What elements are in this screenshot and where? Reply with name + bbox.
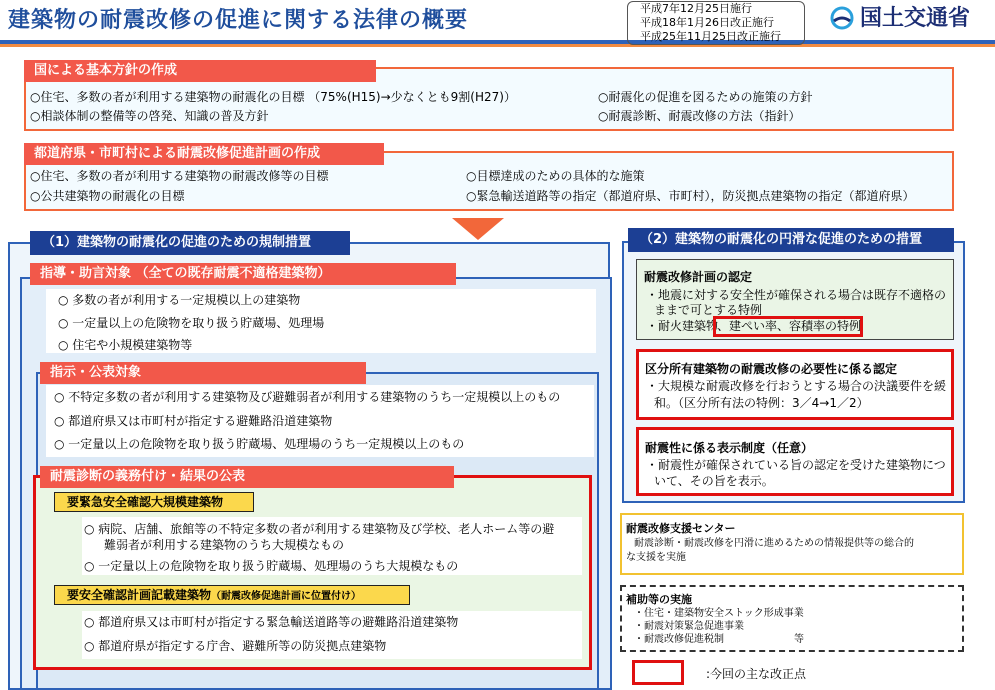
legend-label: :今回の主な改正点: [706, 667, 807, 681]
subsidy-line: ・住宅・建築物安全ストック形成事業: [634, 608, 804, 619]
guidance-item: ○ 住宅や小規模建築物等: [58, 338, 193, 352]
basic-policy-item: ○耐震診断、耐震改修の方法（指針）: [598, 109, 801, 123]
support-center-title: 耐震改修支援センター: [626, 522, 736, 535]
date-line: 平成18年1月26日改正施行: [640, 16, 774, 29]
condo-line: 和。（区分所有法の特例：3／4→1／2）: [654, 396, 869, 410]
page-title: 建築物の耐震改修の促進に関する法律の概要: [8, 8, 469, 33]
plan-building-item: ○ 都道府県が指定する庁舎、避難所等の防災拠点建築物: [84, 639, 387, 653]
plan-cert-title: 耐震改修計画の認定: [644, 270, 753, 284]
local-plan-item: ○住宅、多数の者が利用する建築物の耐震改修等の目標: [30, 169, 329, 183]
subsidy-title: 補助等の実施: [626, 593, 692, 606]
plan-building-tag-note: （耐震改修促進計画に位置付け）: [211, 591, 362, 602]
large-building-item: 難弱者が利用する建築物のうち大規模なもの: [104, 538, 345, 552]
instruction-item: ○ 都道府県又は市町村が指定する避難路沿道建築物: [54, 414, 333, 428]
condo-line: ・大規模な耐震改修を行おうとする場合の決議要件を緩: [646, 379, 947, 393]
local-plan-heading: 都道府県・市町村による耐震改修促進計画の作成: [24, 143, 384, 165]
instruction-item: ○ 不特定多数の者が利用する建築物及び避難弱者が利用する建築物のうち一定規模以上のもの: [54, 390, 561, 404]
guidance-heading: 指導・助言対象 （全ての既存耐震不適格建築物）: [30, 263, 456, 285]
large-building-item: ○ 一定量以上の危険物を取り扱う貯蔵場、処理場のうち大規模なもの: [84, 559, 459, 573]
ministry-logo-icon: [830, 6, 854, 30]
subsidy-line: ・耐震対策緊急促進事業: [634, 621, 744, 632]
support-center-line: 耐震診断・耐震改修を円滑に進めるための情報提供等の総合的: [634, 538, 914, 549]
condo-title: 区分所有建築物の耐震改修の必要性に係る認定: [645, 362, 898, 376]
large-building-tag: 要緊急安全確認大規模建築物: [54, 492, 254, 512]
title-underline-accent: [0, 44, 995, 47]
local-plan-item: ○公共建築物の耐震化の目標: [30, 189, 185, 203]
regulation-heading: （1）建築物の耐震化の促進のための規制措置: [30, 231, 350, 255]
basic-policy-item: ○耐震化の促進を図るための施策の方針: [598, 90, 813, 104]
smooth-heading: （2）建築物の耐震化の円滑な促進のための措置: [628, 228, 954, 252]
display-title: 耐震性に係る表示制度（任意）: [645, 441, 814, 455]
plan-building-item: ○ 都道府県又は市町村が指定する緊急輸送道路等の避難路沿道建築物: [84, 615, 459, 629]
support-center-line: な支援を実施: [626, 552, 686, 563]
enforcement-dates: [627, 1, 805, 45]
plan-building-tag: [54, 585, 410, 605]
display-line: いて、その旨を表示。: [654, 474, 774, 488]
subsidy-line: ・耐震改修促進税制: [634, 634, 724, 645]
guidance-item: ○ 一定量以上の危険物を取り扱う貯蔵場、処理場: [58, 316, 325, 330]
basic-policy-item: ○住宅、多数の者が利用する建築物の耐震化の目標 （75%(H15)→少なくとも9割(H27)）: [30, 90, 516, 104]
date-line: 平成7年12月25日施行: [640, 2, 752, 15]
subsidy-etc: 等: [794, 634, 804, 645]
basic-policy-item: ○相談体制の整備等の啓発、知識の普及方針: [30, 109, 269, 123]
plan-building-tag-label: 要安全確認計画記載建築物: [67, 588, 212, 602]
mandatory-heading: 耐震診断の義務付け・結果の公表: [40, 466, 454, 488]
local-plan-item: ○緊急輸送道路等の指定（都道府県、市町村），防災拠点建築物の指定（都道府県）: [466, 189, 915, 203]
local-plan-item: ○目標達成のための具体的な施策: [466, 169, 645, 183]
instruction-heading: 指示・公表対象: [40, 362, 366, 384]
date-line: 平成25年11月25日改正施行: [640, 30, 781, 43]
instruction-item: ○ 一定量以上の危険物を取り扱う貯蔵場、処理場のうち一定規模以上のもの: [54, 437, 465, 451]
plan-cert-line: ままで可とする特例: [654, 303, 763, 317]
legend-swatch: [632, 660, 684, 685]
guidance-item: ○ 多数の者が利用する一定規模以上の建築物: [58, 293, 301, 307]
ministry-name: 国土交通省: [860, 6, 971, 31]
plan-cert-line: ・地震に対する安全性が確保される場合は既存不適格の: [646, 288, 947, 302]
display-line: ・耐震性が確保されている旨の認定を受けた建築物につ: [646, 458, 946, 472]
basic-policy-heading: 国による基本方針の作成: [24, 60, 376, 82]
plan-cert-highlight: 、建ぺい率、容積率の特例: [713, 316, 863, 337]
large-building-item: ○ 病院、店舗、旅館等の不特定多数の者が利用する建築物及び学校、老人ホーム等の避: [84, 522, 555, 536]
arrow-down-icon: [452, 218, 504, 240]
plan-cert-line: ・耐火建築物: [646, 319, 719, 333]
